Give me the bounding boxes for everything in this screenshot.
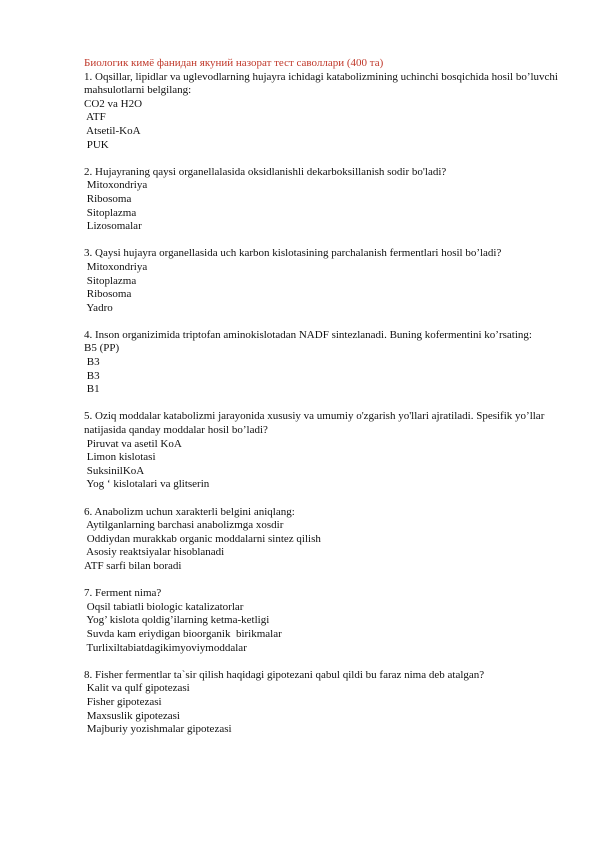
question-text: 3. Qaysi hujayra organellasida uch karbon kislotasining parchalanish fermentlari hosil bo’ladi? bbox=[84, 247, 502, 260]
question-text: 8. Fisher fermentlar ta`sir qilish haqidagi gipotezani qabul qildi bu faraz nima deb atalgan? bbox=[84, 668, 485, 681]
answer-option: CO2 va H2O bbox=[84, 97, 143, 110]
answer-option: Mitoxondriya bbox=[84, 179, 148, 192]
question-block bbox=[84, 247, 574, 315]
answer-option: ATF bbox=[84, 111, 106, 124]
answer-options bbox=[84, 601, 574, 655]
answer-option: Kalit va qulf gipotezasi bbox=[84, 682, 190, 695]
answer-option: Yog’ kislota qoldig’ilarning ketma-ketligi bbox=[84, 614, 270, 627]
answer-option: Atsetil-KoA bbox=[84, 124, 141, 137]
answer-option: Yog ‘ kislotalari va glitserin bbox=[84, 478, 210, 491]
question-block bbox=[84, 410, 574, 492]
answer-option: Yadro bbox=[84, 301, 113, 314]
question-list bbox=[84, 71, 574, 737]
answer-option: Oqsil tabiatli biologic katalizatorlar bbox=[84, 600, 244, 613]
answer-option: Maxsuslik gipotezasi bbox=[84, 709, 180, 722]
question-block bbox=[84, 669, 574, 737]
question-block bbox=[84, 329, 574, 397]
answer-option: Mitoxondriya bbox=[84, 260, 148, 273]
answer-options bbox=[84, 179, 574, 233]
answer-option: Piruvat va asetil KoA bbox=[84, 437, 182, 450]
answer-option: PUK bbox=[84, 138, 109, 151]
answer-option: ATF sarfi bilan boradi bbox=[84, 559, 182, 572]
answer-options bbox=[84, 519, 574, 573]
answer-option: Ribosoma bbox=[84, 288, 132, 301]
answer-option: Ribosoma bbox=[84, 192, 132, 205]
answer-option: Sitoplazma bbox=[84, 206, 137, 219]
answer-option: Suvda kam eriydigan bioorganik birikmalar bbox=[84, 627, 282, 640]
answer-options bbox=[84, 342, 574, 396]
question-text: 1. Oqsillar, lipidlar va uglevodlarning hujayra ichidagi katabolizmining uchinchi bosqichida hosil bo’luvchi mahsulotlarni belgilang: bbox=[84, 70, 558, 97]
question-text: 7. Ferment nima? bbox=[84, 587, 162, 600]
answer-options bbox=[84, 682, 574, 736]
question-text: 5. Oziq moddalar katabolizmi jarayonida xususiy va umumiy o'zgarish yo'llari ajratiladi. Spesifik yo’llar natijasida qanday moddalar hosil bo’ladi? bbox=[84, 410, 545, 437]
answer-option: B3 bbox=[84, 356, 100, 369]
answer-option: Oddiydan murakkab organic moddalarni sintez qilish bbox=[84, 532, 321, 545]
question-text: 4. Inson organizimida triptofan aminokislotadan NADF sintezlanadi. Buning kofermentini ko’rsating: bbox=[84, 328, 532, 341]
question-text: 2. Hujayraning qaysi organellalasida oksidlanishli dekarboksillanish sodir bo'ladi? bbox=[84, 165, 447, 178]
answer-option: SuksinilKoA bbox=[84, 464, 145, 477]
question-text: 6. Anabolizm uchun xarakterli belgini aniqlang: bbox=[84, 505, 295, 518]
document-title: Биологик кимё фанидан якуний назорат тест саволлари (400 та) bbox=[84, 57, 384, 69]
answer-option: B1 bbox=[84, 383, 100, 396]
answer-option: Sitoplazma bbox=[84, 274, 137, 287]
question-block bbox=[84, 166, 574, 234]
answer-option: Lizosomalar bbox=[84, 220, 142, 233]
answer-option: B5 (PP) bbox=[84, 342, 120, 355]
answer-option: B3 bbox=[84, 369, 100, 382]
answer-option: Turlixiltabiatdagikimyoviymoddalar bbox=[84, 641, 247, 654]
question-block bbox=[84, 71, 574, 153]
answer-option: Asosiy reaktsiyalar hisoblanadi bbox=[84, 546, 225, 559]
answer-option: Aytilganlarning barchasi anabolizmga xosdir bbox=[84, 519, 284, 532]
question-block bbox=[84, 506, 574, 574]
answer-option: Fisher gipotezasi bbox=[84, 695, 162, 708]
answer-options bbox=[84, 261, 574, 315]
answer-option: Majburiy yozishmalar gipotezasi bbox=[84, 723, 232, 736]
document-page bbox=[84, 57, 574, 750]
answer-options bbox=[84, 98, 574, 152]
question-block bbox=[84, 587, 574, 655]
answer-option: Limon kislotasi bbox=[84, 451, 156, 464]
answer-options bbox=[84, 438, 574, 492]
